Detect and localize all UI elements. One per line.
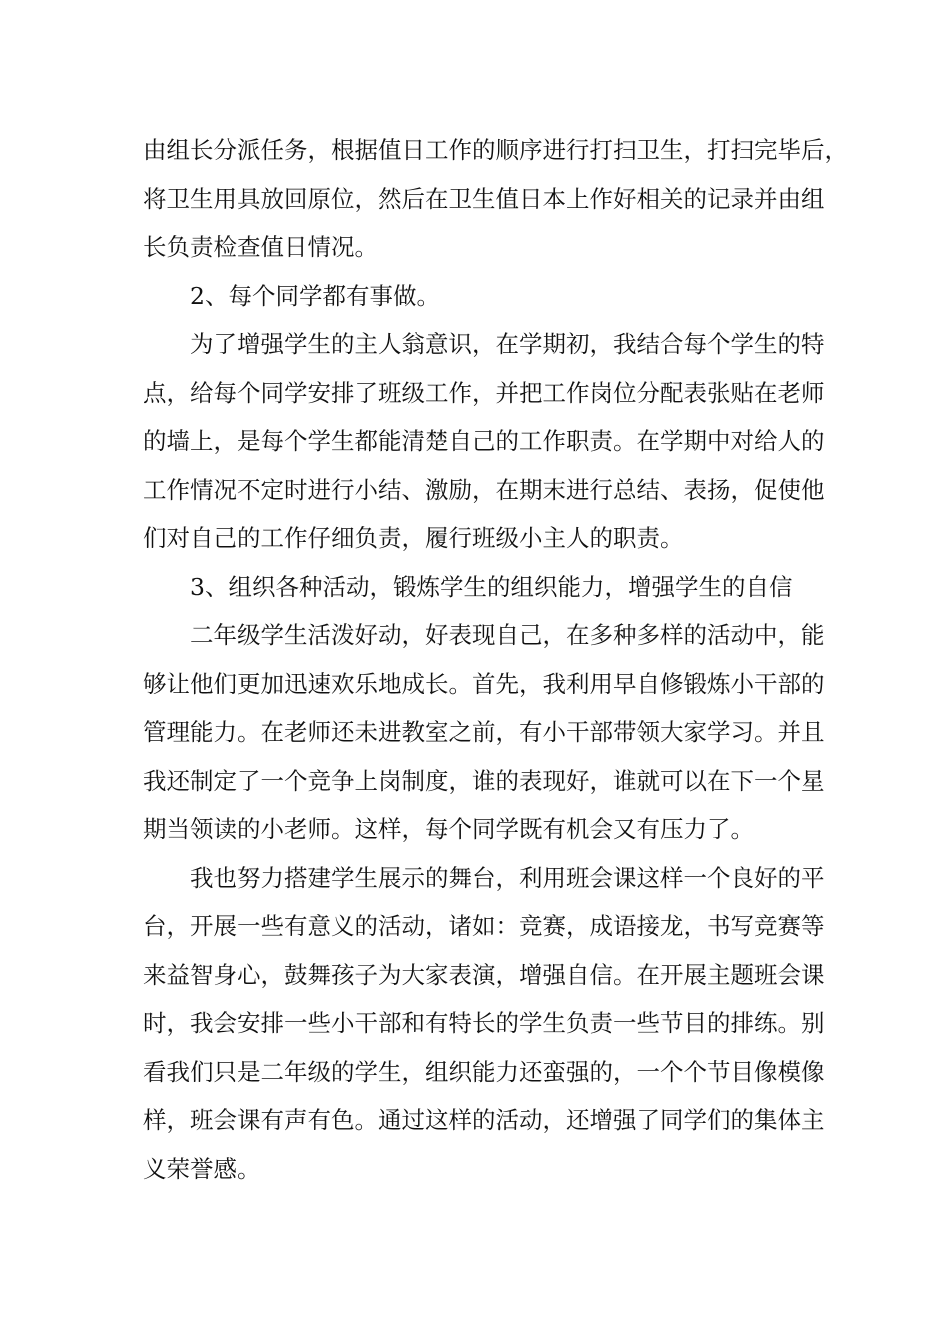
text-line: 样，班会课有声有色。通过这样的活动，还增强了同学们的集体主 <box>143 1106 825 1134</box>
text-line: 们对自己的工作仔细负责，履行班级小主人的职责。 <box>143 524 684 552</box>
text-line: 我也努力搭建学生展示的舞台，利用班会课这样一个良好的平 <box>190 863 825 892</box>
text-line: 长负责检查值日情况。 <box>143 233 378 261</box>
text-line: 二年级学生活泼好动，好表现自己，在多种多样的活动中，能 <box>190 621 825 649</box>
text-line: 时，我会安排一些小干部和有特长的学生负责一些节目的排练。别 <box>143 1009 825 1037</box>
text-line: 管理能力。在老师还未进教室之前，有小干部带领大家学习。并且 <box>143 718 825 746</box>
text-line: 3、组织各种活动，锻炼学生的组织能力，增强学生的自信 <box>190 572 793 601</box>
text-line: 点，给每个同学安排了班级工作，并把工作岗位分配表张贴在老师 <box>143 378 825 407</box>
text-line: 期当领读的小老师。这样，每个同学既有机会又有压力了。 <box>143 815 754 843</box>
text-line: 我还制定了一个竞争上岗制度，谁的表现好，谁就可以在下一个星 <box>143 766 825 795</box>
paragraph-duty-procedure <box>143 126 848 272</box>
text-line: 台，开展一些有意义的活动，诸如：竞赛，成语接龙，书写竞赛等 <box>143 912 825 940</box>
text-line: 2、每个同学都有事做。 <box>190 281 440 310</box>
text-line: 义荣誉感。 <box>143 1154 261 1183</box>
heading-everyone-has-tasks <box>143 272 815 321</box>
paragraph-student-leaders <box>143 611 825 854</box>
text-line: 看我们只是二年级的学生，组织能力还蛮强的，一个个节目像模像 <box>143 1057 825 1086</box>
paragraph-ownership <box>143 320 825 563</box>
paragraph-class-meetings <box>143 854 825 1194</box>
document-body <box>143 126 848 1193</box>
text-line: 工作情况不定时进行小结、激励，在期末进行总结、表扬，促使他 <box>143 475 825 504</box>
text-line: 为了增强学生的主人翁意识，在学期初，我结合每个学生的特 <box>190 330 825 358</box>
text-line: 将卫生用具放回原位，然后在卫生值日本上作好相关的记录并由组 <box>143 184 825 213</box>
text-line: 够让他们更加迅速欢乐地成长。首先，我利用早自修锻炼小干部的 <box>143 669 825 698</box>
heading-organize-activities <box>143 563 815 612</box>
text-line: 来益智身心，鼓舞孩子为大家表演，增强自信。在开展主题班会课 <box>143 960 825 989</box>
text-line: 的墙上，是每个学生都能清楚自己的工作职责。在学期中对给人的 <box>143 427 825 455</box>
text-line: 由组长分派任务，根据值日工作的顺序进行打扫卫生，打扫完毕后， <box>143 136 848 164</box>
